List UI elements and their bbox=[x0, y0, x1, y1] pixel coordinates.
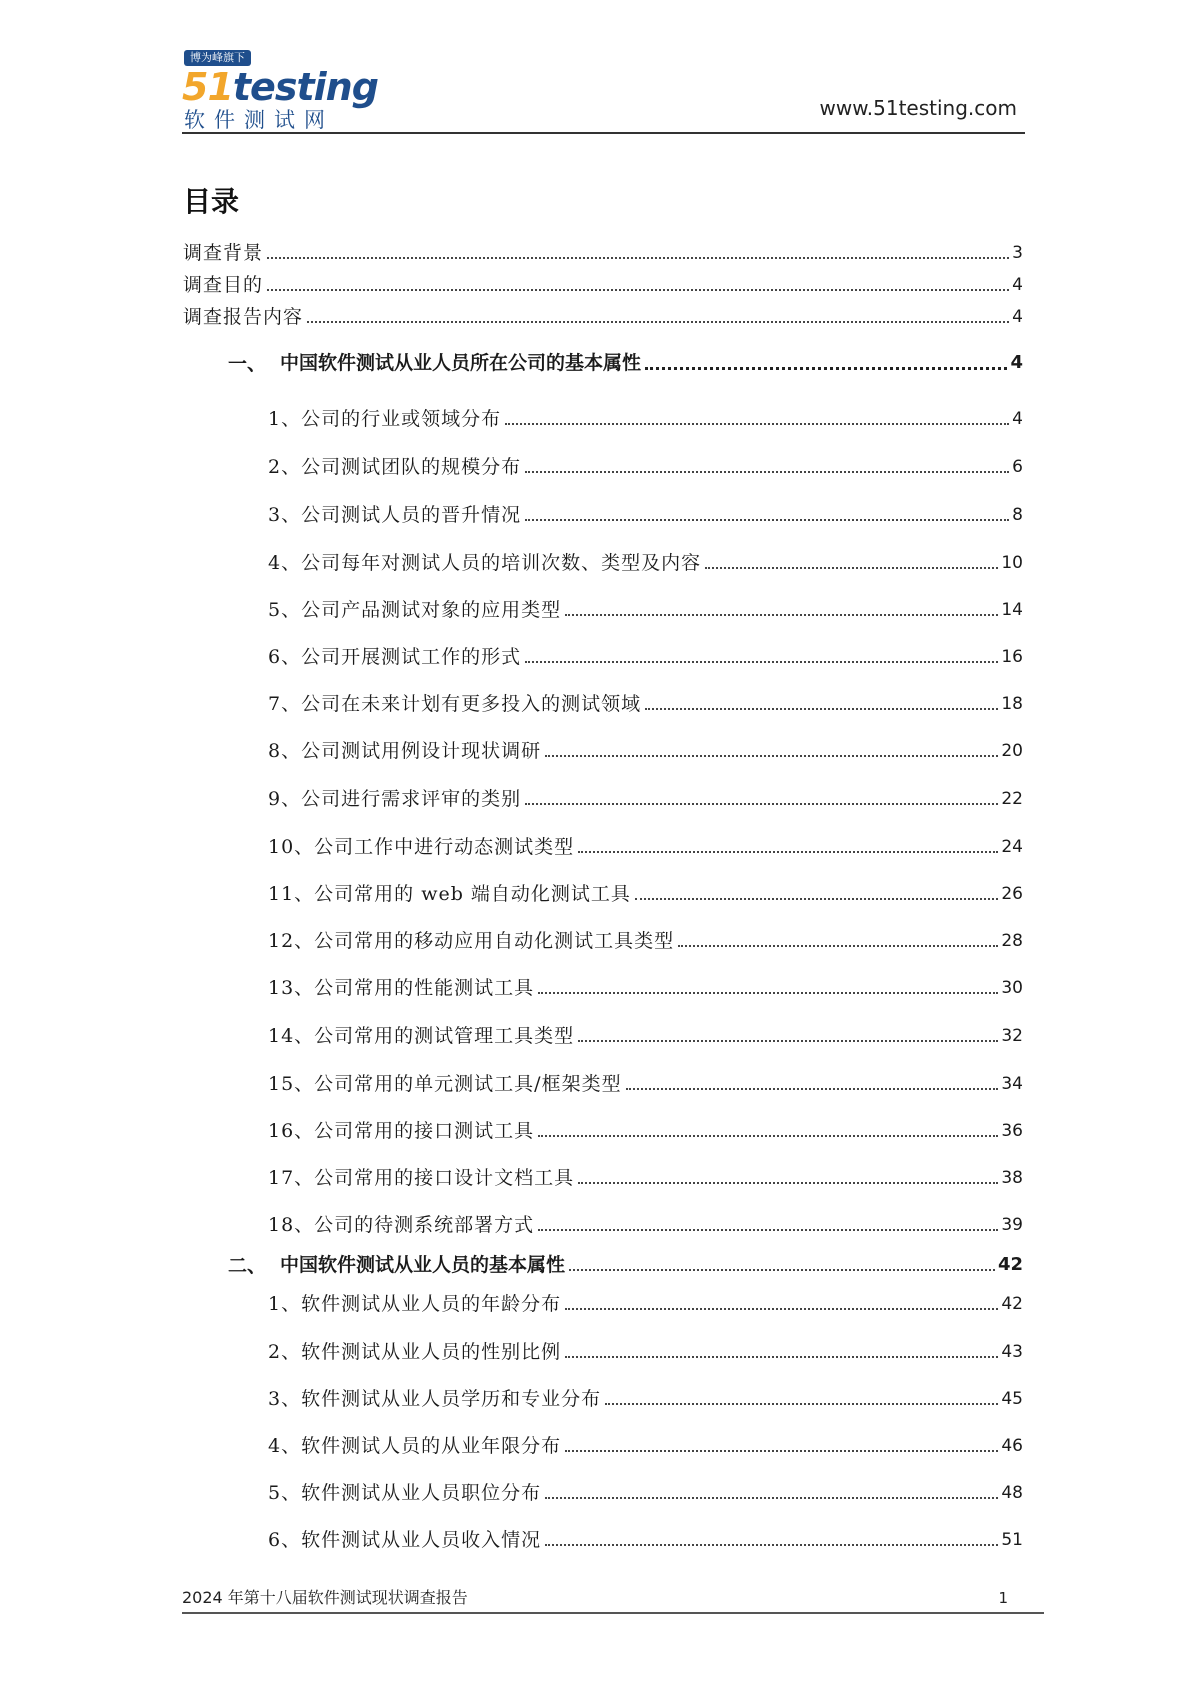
dot-leader bbox=[645, 367, 1007, 370]
toc-page-number: 46 bbox=[1001, 1436, 1023, 1456]
dot-leader bbox=[565, 1356, 998, 1358]
toc-entry-text: 8、公司测试用例设计现状调研 bbox=[268, 740, 542, 762]
toc-entry-text: 1、软件测试从业人员的年龄分布 bbox=[268, 1293, 562, 1315]
toc-page-number: 4 bbox=[1010, 352, 1023, 373]
page-header bbox=[182, 44, 1025, 134]
toc-entry-text: 3、软件测试从业人员学历和专业分布 bbox=[268, 1388, 602, 1410]
toc-entry-text: 17、公司常用的接口设计文档工具 bbox=[268, 1167, 575, 1189]
toc-subentry[interactable] bbox=[268, 1116, 1023, 1144]
dot-leader bbox=[578, 1040, 998, 1042]
toc-entry-text: 4、软件测试人员的从业年限分布 bbox=[268, 1435, 562, 1457]
toc-subentry[interactable] bbox=[268, 642, 1023, 670]
toc-entry-text: 13、公司常用的性能测试工具 bbox=[268, 977, 535, 999]
toc-entry-text: 5、软件测试从业人员职位分布 bbox=[268, 1482, 542, 1504]
toc-page-number: 20 bbox=[1001, 741, 1023, 761]
dot-leader bbox=[605, 1403, 998, 1405]
dot-leader bbox=[267, 289, 1009, 291]
dot-leader bbox=[307, 321, 1009, 323]
toc-entry-text: 2、公司测试团队的规模分布 bbox=[268, 456, 522, 478]
toc-entry-text: 9、公司进行需求评审的类别 bbox=[268, 788, 522, 810]
51testing-logo bbox=[182, 48, 378, 132]
toc-entry-background[interactable] bbox=[183, 238, 1023, 266]
toc-subentry[interactable] bbox=[268, 784, 1023, 812]
dot-leader bbox=[538, 992, 998, 994]
toc-page-number: 4 bbox=[1012, 307, 1023, 327]
logo-wordmark bbox=[182, 64, 378, 110]
toc-entry-text: 中国软件测试从业人员的基本属性 bbox=[280, 1254, 566, 1276]
dot-leader bbox=[565, 614, 998, 616]
toc-subentry[interactable] bbox=[268, 595, 1023, 623]
toc-subentry[interactable] bbox=[268, 404, 1023, 432]
dot-leader bbox=[565, 1308, 998, 1310]
toc-entry-purpose[interactable] bbox=[183, 270, 1023, 298]
toc-entry-report-content[interactable] bbox=[183, 302, 1023, 330]
toc-subentry[interactable] bbox=[268, 926, 1023, 954]
toc-page-number: 16 bbox=[1001, 647, 1023, 667]
dot-leader bbox=[645, 708, 998, 710]
toc-page-number: 3 bbox=[1012, 243, 1023, 263]
toc-subentry[interactable] bbox=[268, 689, 1023, 717]
toc-title: 目录 bbox=[183, 185, 240, 218]
toc-entry-text: 调查目的 bbox=[183, 274, 264, 296]
toc-subentry[interactable] bbox=[268, 1337, 1023, 1365]
toc-page-number: 34 bbox=[1001, 1074, 1023, 1094]
toc-section-1[interactable] bbox=[228, 348, 1023, 376]
toc-entry-text: 4、公司每年对测试人员的培训次数、类型及内容 bbox=[268, 552, 702, 574]
toc-subentry[interactable] bbox=[268, 879, 1023, 907]
dot-leader bbox=[545, 1544, 998, 1546]
toc-entry-text: 10、公司工作中进行动态测试类型 bbox=[268, 836, 575, 858]
toc-page-number: 51 bbox=[1001, 1530, 1023, 1550]
dot-leader bbox=[678, 945, 998, 947]
toc-subentry[interactable] bbox=[268, 452, 1023, 480]
toc-entry-text: 18、公司的待测系统部署方式 bbox=[268, 1214, 535, 1236]
dot-leader bbox=[538, 1135, 998, 1137]
toc-entry-text: 16、公司常用的接口测试工具 bbox=[268, 1120, 535, 1142]
toc-subentry[interactable] bbox=[268, 973, 1023, 1001]
toc-page-number: 24 bbox=[1001, 837, 1023, 857]
dot-leader bbox=[626, 1088, 999, 1090]
toc-page-number: 18 bbox=[1001, 694, 1023, 714]
dot-leader bbox=[525, 519, 1009, 521]
toc-subentry[interactable] bbox=[268, 1210, 1023, 1238]
toc-entry-text: 调查背景 bbox=[183, 242, 264, 264]
footer-page-number: 1 bbox=[998, 1589, 1008, 1607]
toc-subentry[interactable] bbox=[268, 1431, 1023, 1459]
dot-leader bbox=[525, 471, 1009, 473]
dot-leader bbox=[578, 851, 998, 853]
site-url: www.51testing.com bbox=[819, 96, 1017, 120]
dot-leader bbox=[569, 1269, 995, 1271]
toc-page-number: 32 bbox=[1001, 1026, 1023, 1046]
toc-page-number: 30 bbox=[1001, 978, 1023, 998]
toc-section-2[interactable] bbox=[228, 1250, 1023, 1278]
toc-entry-text: 6、公司开展测试工作的形式 bbox=[268, 646, 522, 668]
toc-entry-text: 12、公司常用的移动应用自动化测试工具类型 bbox=[268, 930, 675, 952]
toc-page-number: 43 bbox=[1001, 1342, 1023, 1362]
footer-report-title: 2024 年第十八届软件测试现状调查报告 bbox=[182, 1588, 468, 1607]
logo-subtitle: 软件测试网 bbox=[184, 108, 334, 132]
toc-page-number: 38 bbox=[1001, 1168, 1023, 1188]
toc-entry-text: 1、公司的行业或领域分布 bbox=[268, 408, 502, 430]
toc-page-number: 42 bbox=[1001, 1294, 1023, 1314]
toc-entry-text: 7、公司在未来计划有更多投入的测试领域 bbox=[268, 693, 642, 715]
page-footer bbox=[182, 1586, 1044, 1614]
toc-subentry[interactable] bbox=[268, 1163, 1023, 1191]
toc-page-number: 26 bbox=[1001, 884, 1023, 904]
toc-page-number: 42 bbox=[997, 1254, 1023, 1275]
toc-entry-text: 2、软件测试从业人员的性别比例 bbox=[268, 1341, 562, 1363]
toc-entry-text: 15、公司常用的单元测试工具/框架类型 bbox=[268, 1073, 622, 1095]
toc-entry-text: 6、软件测试从业人员收入情况 bbox=[268, 1529, 542, 1551]
toc-page-number: 4 bbox=[1012, 409, 1023, 429]
toc-subentry[interactable] bbox=[268, 1384, 1023, 1412]
toc-entry-text: 5、公司产品测试对象的应用类型 bbox=[268, 599, 562, 621]
toc-subentry[interactable] bbox=[268, 500, 1023, 528]
toc-subentry[interactable] bbox=[268, 1021, 1023, 1049]
toc-section-number: 一、 bbox=[228, 353, 267, 375]
toc-entry-text: 3、公司测试人员的晋升情况 bbox=[268, 504, 522, 526]
toc-section-number: 二、 bbox=[228, 1255, 267, 1277]
dot-leader bbox=[578, 1182, 998, 1184]
toc-page-number: 22 bbox=[1001, 789, 1023, 809]
toc-subentry[interactable] bbox=[268, 736, 1023, 764]
dot-leader bbox=[538, 1229, 998, 1231]
logo-wordmark-51: 51 bbox=[182, 65, 233, 109]
logo-wordmark-testing: testing bbox=[232, 65, 378, 109]
dot-leader bbox=[705, 567, 998, 569]
toc-entry-text: 调查报告内容 bbox=[183, 306, 304, 328]
dot-leader bbox=[505, 423, 1009, 425]
dot-leader bbox=[545, 755, 998, 757]
toc-entry-text: 中国软件测试从业人员所在公司的基本属性 bbox=[280, 352, 642, 374]
toc-subentry[interactable] bbox=[268, 548, 1023, 576]
dot-leader bbox=[565, 1450, 998, 1452]
toc-subentry[interactable] bbox=[268, 1289, 1023, 1317]
toc-page-number: 10 bbox=[1001, 553, 1023, 573]
toc-page-number: 6 bbox=[1012, 457, 1023, 477]
toc-entry-text: 14、公司常用的测试管理工具类型 bbox=[268, 1025, 575, 1047]
toc-subentry[interactable] bbox=[268, 832, 1023, 860]
dot-leader bbox=[635, 898, 998, 900]
toc-subentry[interactable] bbox=[268, 1069, 1023, 1097]
toc-subentry[interactable] bbox=[268, 1478, 1023, 1506]
toc-page-number: 39 bbox=[1001, 1215, 1023, 1235]
logo-tag: 博为峰旗下 bbox=[184, 50, 251, 66]
toc-page-number: 28 bbox=[1001, 931, 1023, 951]
toc-page-number: 36 bbox=[1001, 1121, 1023, 1141]
toc-entry-text: 11、公司常用的 web 端自动化测试工具 bbox=[268, 883, 631, 905]
dot-leader bbox=[525, 661, 998, 663]
dot-leader bbox=[525, 803, 998, 805]
dot-leader bbox=[267, 257, 1009, 259]
toc-subentry[interactable] bbox=[268, 1525, 1023, 1553]
toc-page-number: 45 bbox=[1001, 1389, 1023, 1409]
toc-page-number: 14 bbox=[1001, 600, 1023, 620]
toc-page-number: 48 bbox=[1001, 1483, 1023, 1503]
dot-leader bbox=[545, 1497, 998, 1499]
toc-page-number: 8 bbox=[1012, 505, 1023, 525]
toc-page-number: 4 bbox=[1012, 275, 1023, 295]
